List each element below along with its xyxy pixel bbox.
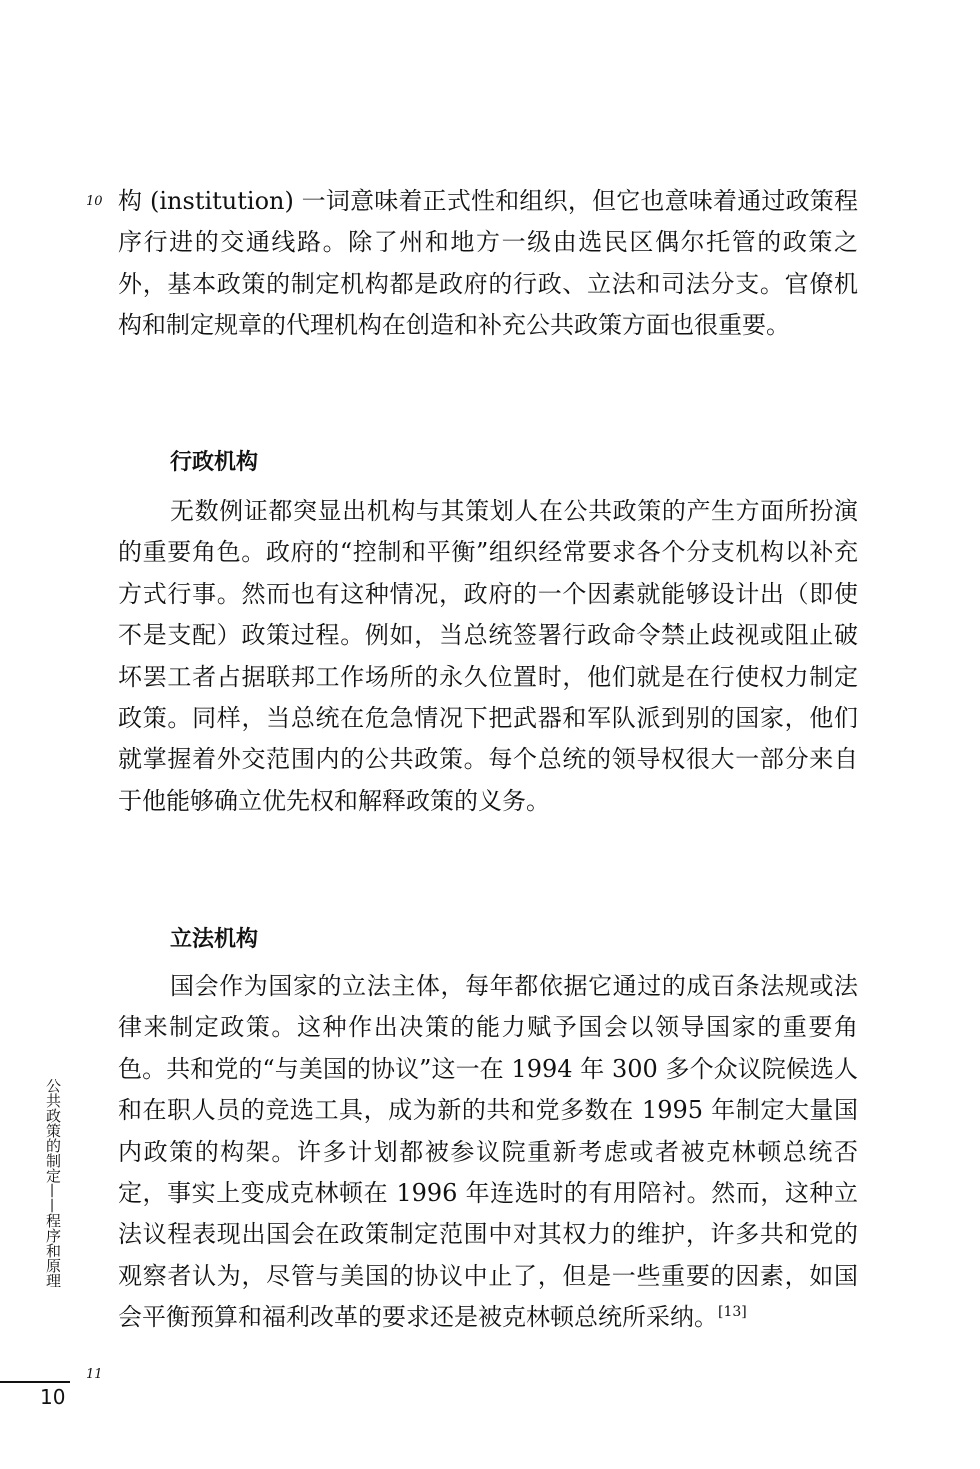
- executive-paragraph-text: 无数例证都突显出机构与其策划人在公共政策的产生方面所扮演的重要角色。政府的“控制和平衡”组织经常要求各个分支机构以补充方式行事。然而也有这种情况，政府的一个因素就能够设计出（即使不是支配）政策过程。例如，当总统签署行政命令禁止歧视或阻止破坏罢工者占据联邦工作场所的永久位置时，他们就是在行使权力制定政策。同样，当总统在危急情况下把武器和军队派到别的国家，他们就掌握着外交范围内的公共政策。每个总统的领导权很大一部分来自于他能够确立优先权和解释政策的义务。: [118, 497, 858, 815]
- running-book-title: 公共政策的制定——程序和原理: [44, 1078, 62, 1288]
- legislative-paragraph-text: 国会作为国家的立法主体，每年都依据它通过的成百条法规或法律来制定政策。这种作出决策的能力赋予国会以领导国家的重要角色。共和党的“与美国的协议”这一在 1994 年 300 多个众议院候选人和在职人员的竞选工具，成为新的共和党多数在 1995 年制定大量国内政策的构架。许多计划都被参议院重新考虑或者被克林顿总统否定，事实上变成克林顿在 1996 年连选时的有用陪衬。然而，这种立法议程表现出国会在政策制定范围中对其权力的维护，许多共和党的观察者认为，尽管与美国的协议中止了，但是一些重要的因素，如国会平衡预算和福利改革的要求还是被克林顿总统所采纳。: [118, 972, 858, 1332]
- legislative-paragraph: [118, 966, 858, 1339]
- margin-line-number-top: 10: [86, 194, 103, 209]
- page-number: 10: [40, 1385, 66, 1409]
- citation-marker: [13]: [718, 1304, 747, 1321]
- continued-paragraph: [118, 181, 858, 347]
- heading-legislative: 立法机构: [170, 927, 259, 952]
- executive-paragraph: [118, 491, 858, 822]
- heading-executive: 行政机构: [170, 450, 259, 475]
- page-number-rule: [0, 1381, 70, 1383]
- continued-paragraph-text: 构 (institution) 一词意味着正式性和组织，但它也意味着通过政策程序行进的交通线路。除了州和地方一级由选民区偶尔托管的政策之外，基本政策的制定机构都是政府的行政、立法和司法分支。官僚机构和制定规章的代理机构在创造和补充公共政策方面也很重要。: [118, 187, 858, 340]
- margin-line-number-bottom: 11: [86, 1367, 103, 1382]
